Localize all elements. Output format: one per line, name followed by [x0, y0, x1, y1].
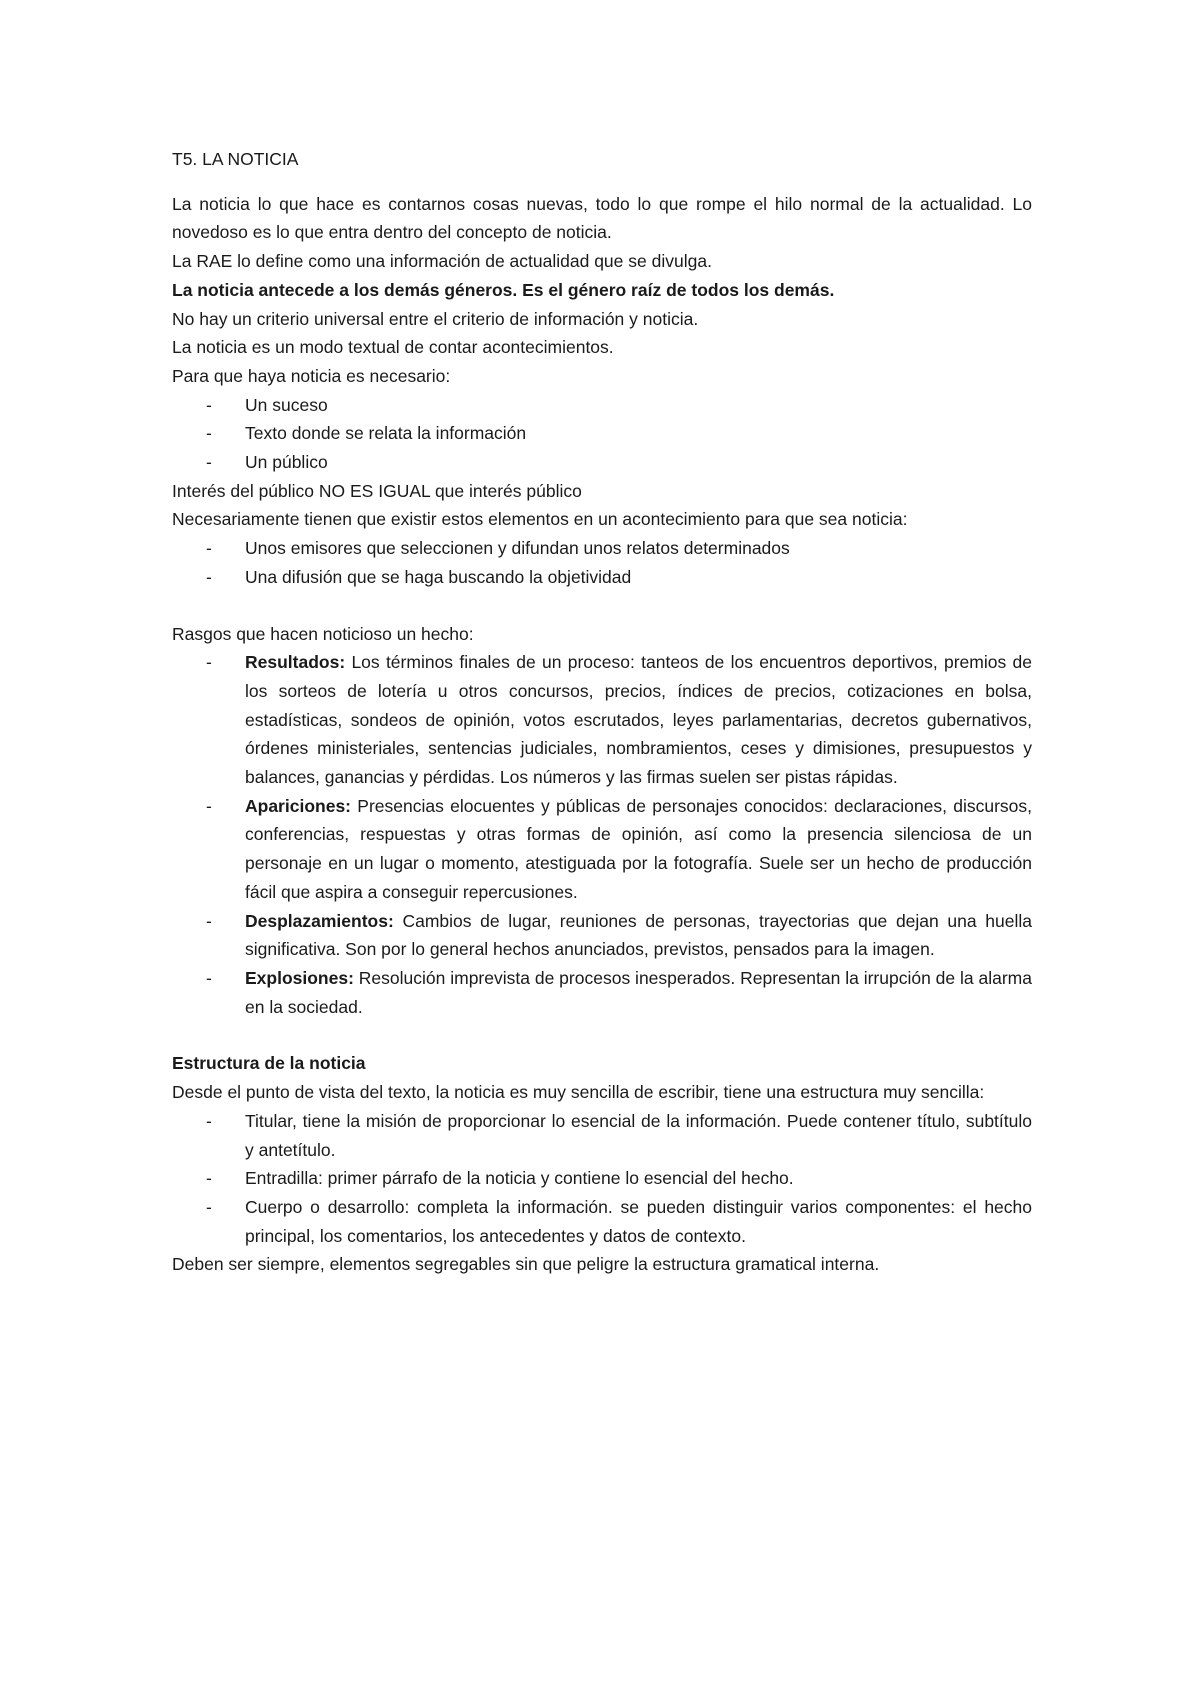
interes-line: Interés del público NO ES IGUAL que interés público [172, 480, 582, 501]
rasgo-term: Apariciones: [245, 795, 351, 816]
rasgo-text: Resolución imprevista de procesos inesperados. Representan la irrupción de la alarma en la sociedad. [245, 967, 1032, 1017]
list-item: - Titular, tiene la misión de proporcionar lo esencial de la información. Puede contener título, subtítulo y antetítulo. [172, 1107, 1032, 1164]
list-item: - Una difusión que se haga buscando la objetividad [172, 563, 1032, 592]
document-title: T5. LA NOTICIA [172, 149, 299, 169]
list-item: - Un suceso [172, 391, 1032, 420]
spacer [172, 592, 1032, 620]
rae-definition: La RAE lo define como una información de actualidad que se divulga. [172, 251, 712, 272]
list-item: - Un público [172, 448, 1032, 477]
estructura-intro: Desde el punto de vista del texto, la noticia es muy sencilla de escribir, tiene una estructura muy sencilla: [172, 1082, 985, 1103]
section-heading: Estructura de la noticia [172, 1053, 366, 1074]
list-item: - Unos emisores que seleccionen y difundan unos relatos determinados [172, 534, 1032, 563]
rasgo-term: Resultados: [245, 652, 346, 673]
elementos-list [172, 534, 1032, 591]
estructura-list [172, 1107, 1032, 1251]
bold-statement: La noticia antecede a los demás géneros. Es el género raíz de todos los demás. [172, 279, 835, 300]
rasgo-text: Presencias elocuentes y públicas de personajes conocidos: declaraciones, discursos, conferencias, respuestas y otras formas de opinión, así como la presencia silenciosa de un personaje en un lugar o momento, atestiguada por la fotografía. Suele ser un hecho de producción fácil que aspira a conseguir repercusiones. [245, 795, 1032, 902]
list-item: - Entradilla: primer párrafo de la noticia y contiene lo esencial del hecho. [172, 1164, 1032, 1193]
rasgo-term: Explosiones: [245, 967, 354, 988]
rasgos-list [172, 648, 1032, 1021]
list-item: - Cuerpo o desarrollo: completa la información. se pueden distinguir varios componentes: el hecho principal, los comentarios, los antecedentes y datos de contexto. [172, 1193, 1032, 1250]
requisitos-list [172, 391, 1032, 477]
elementos-intro: Necesariamente tienen que existir estos elementos en un acontecimiento para que sea noticia: [172, 509, 908, 530]
rasgo-text: Cambios de lugar, reuniones de personas, trayectorias que dejan una huella significativa. Son por lo general hechos anunciados, previstos, pensados para la imagen. [245, 910, 1032, 960]
list-item [172, 964, 1032, 1021]
list-item [172, 907, 1032, 964]
closing-line: Deben ser siempre, elementos segregables sin que peligre la estructura gramatical interna. [172, 1254, 880, 1275]
modo-textual-line: La noticia es un modo textual de contar acontecimientos. [172, 337, 614, 358]
document-body [172, 145, 1032, 1279]
rasgo-term: Desplazamientos: [245, 910, 394, 931]
list-item: - Texto donde se relata la información [172, 419, 1032, 448]
rasgos-intro: Rasgos que hacen noticioso un hecho: [172, 623, 474, 644]
intro-paragraph: La noticia lo que hace es contarnos cosas nuevas, todo lo que rompe el hilo normal de la actualidad. Lo novedoso es lo que entra dentro del concepto de noticia. [172, 193, 1032, 243]
spacer [172, 1021, 1032, 1049]
requisitos-intro: Para que haya noticia es necesario: [172, 365, 451, 386]
criterio-line: No hay un criterio universal entre el criterio de información y noticia. [172, 308, 699, 329]
list-item [172, 648, 1032, 792]
list-item [172, 792, 1032, 907]
rasgo-text: Los términos finales de un proceso: tanteos de los encuentros deportivos, premios de los sorteos de lotería u otros concursos, precios, índices de precios, cotizaciones en bolsa, estadísticas, sondeos de opinión, votos escrutados, leyes parlamentarias, decretos gubernativos, órdenes ministeriales, sentencias judiciales, nombramientos, ceses y dimisiones, presupuestos y balances, ganancias y pérdidas. Los números y las firmas suelen ser pistas rápidas. [245, 652, 1032, 788]
